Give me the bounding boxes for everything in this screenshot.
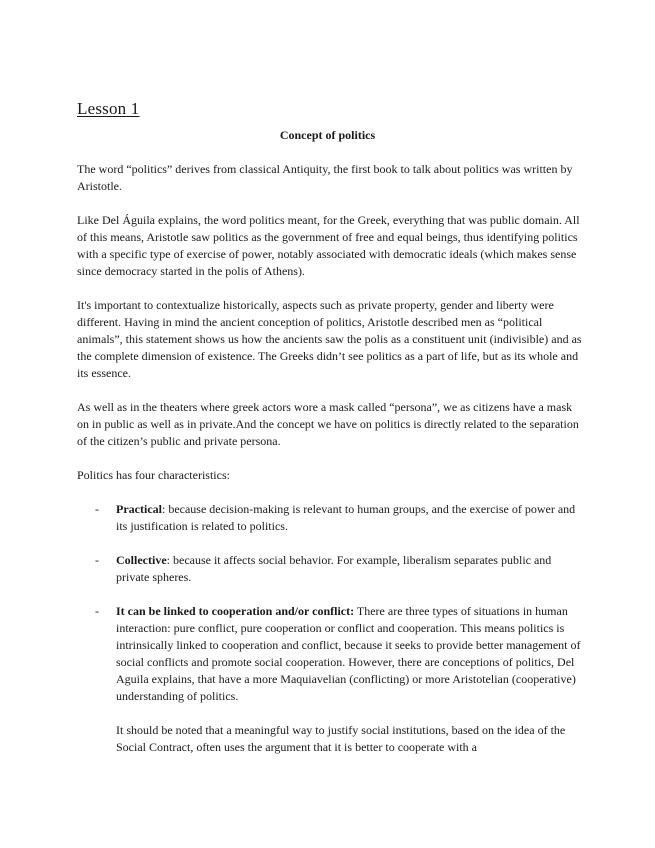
list-item [77, 552, 583, 586]
list-item-text: : because decision-making is relevant to human groups, and the exercise of power and its justification is related to politics. [116, 502, 576, 533]
list-item-term: Collective [116, 553, 167, 567]
paragraph: Politics has four characteristics: [77, 468, 230, 482]
characteristics-list [77, 501, 583, 756]
paragraph: The word “politics” derives from classical Antiquity, the first book to talk about politics was written by Aristotle. [77, 162, 573, 193]
list-dash: - [95, 553, 99, 567]
list-item-text: : because it affects social behavior. For example, liberalism separates public and private spheres. [116, 553, 552, 584]
paragraph: It's important to contextualize historically, aspects such as private property, gender and liberty were different. Having in mind the ancient conception of politics, Aristotle described men as “political animals”, this statement shows us how the ancients saw the polis as a constituent unit (indivisible) and as the complete dimension of existence. The Greeks didn’t see politics as a part of life, but as its whole and its essence. [77, 298, 582, 380]
list-dash: - [95, 502, 99, 516]
lesson-heading: Lesson 1 [77, 99, 140, 118]
list-item-term: It can be linked to cooperation and/or conflict: [116, 604, 355, 618]
list-item [77, 603, 583, 756]
paragraph: As well as in the theaters where greek actors wore a mask called “persona”, we as citizens have a mask on in public as well as in private.And the concept we have on politics is directly related to the separation of the citizen’s public and private persona. [77, 400, 579, 448]
document-title: Concept of politics [279, 128, 376, 142]
list-item-term: Practical [116, 502, 162, 516]
list-item-continuation: It should be noted that a meaningful way to justify social institutions, based on the idea of the Social Contract, often uses the argument that it is better to cooperate with a [116, 723, 566, 754]
list-dash: - [95, 604, 99, 618]
list-item-text: There are three types of situations in human interaction: pure conflict, pure cooperation or conflict and cooperation. This means politics is intrinsically linked to cooperation and conflict, because it seeks to provide better management of social conflicts and promote social cooperation. However, there are conceptions of politics, Del Aguila explains, that have a more Maquiavelian (conflicting) or more Aristotelian (cooperative) understanding of politics. [116, 604, 581, 703]
document-body [77, 161, 583, 773]
list-item [77, 501, 583, 535]
paragraph: Like Del Águila explains, the word politics meant, for the Greek, everything that was public domain. All of this means, Aristotle saw politics as the government of free and equal beings, thus identifying politics with a specific type of exercise of power, notably associated with democratic ideals (which makes sense since democracy started in the polis of Athens). [77, 213, 580, 278]
